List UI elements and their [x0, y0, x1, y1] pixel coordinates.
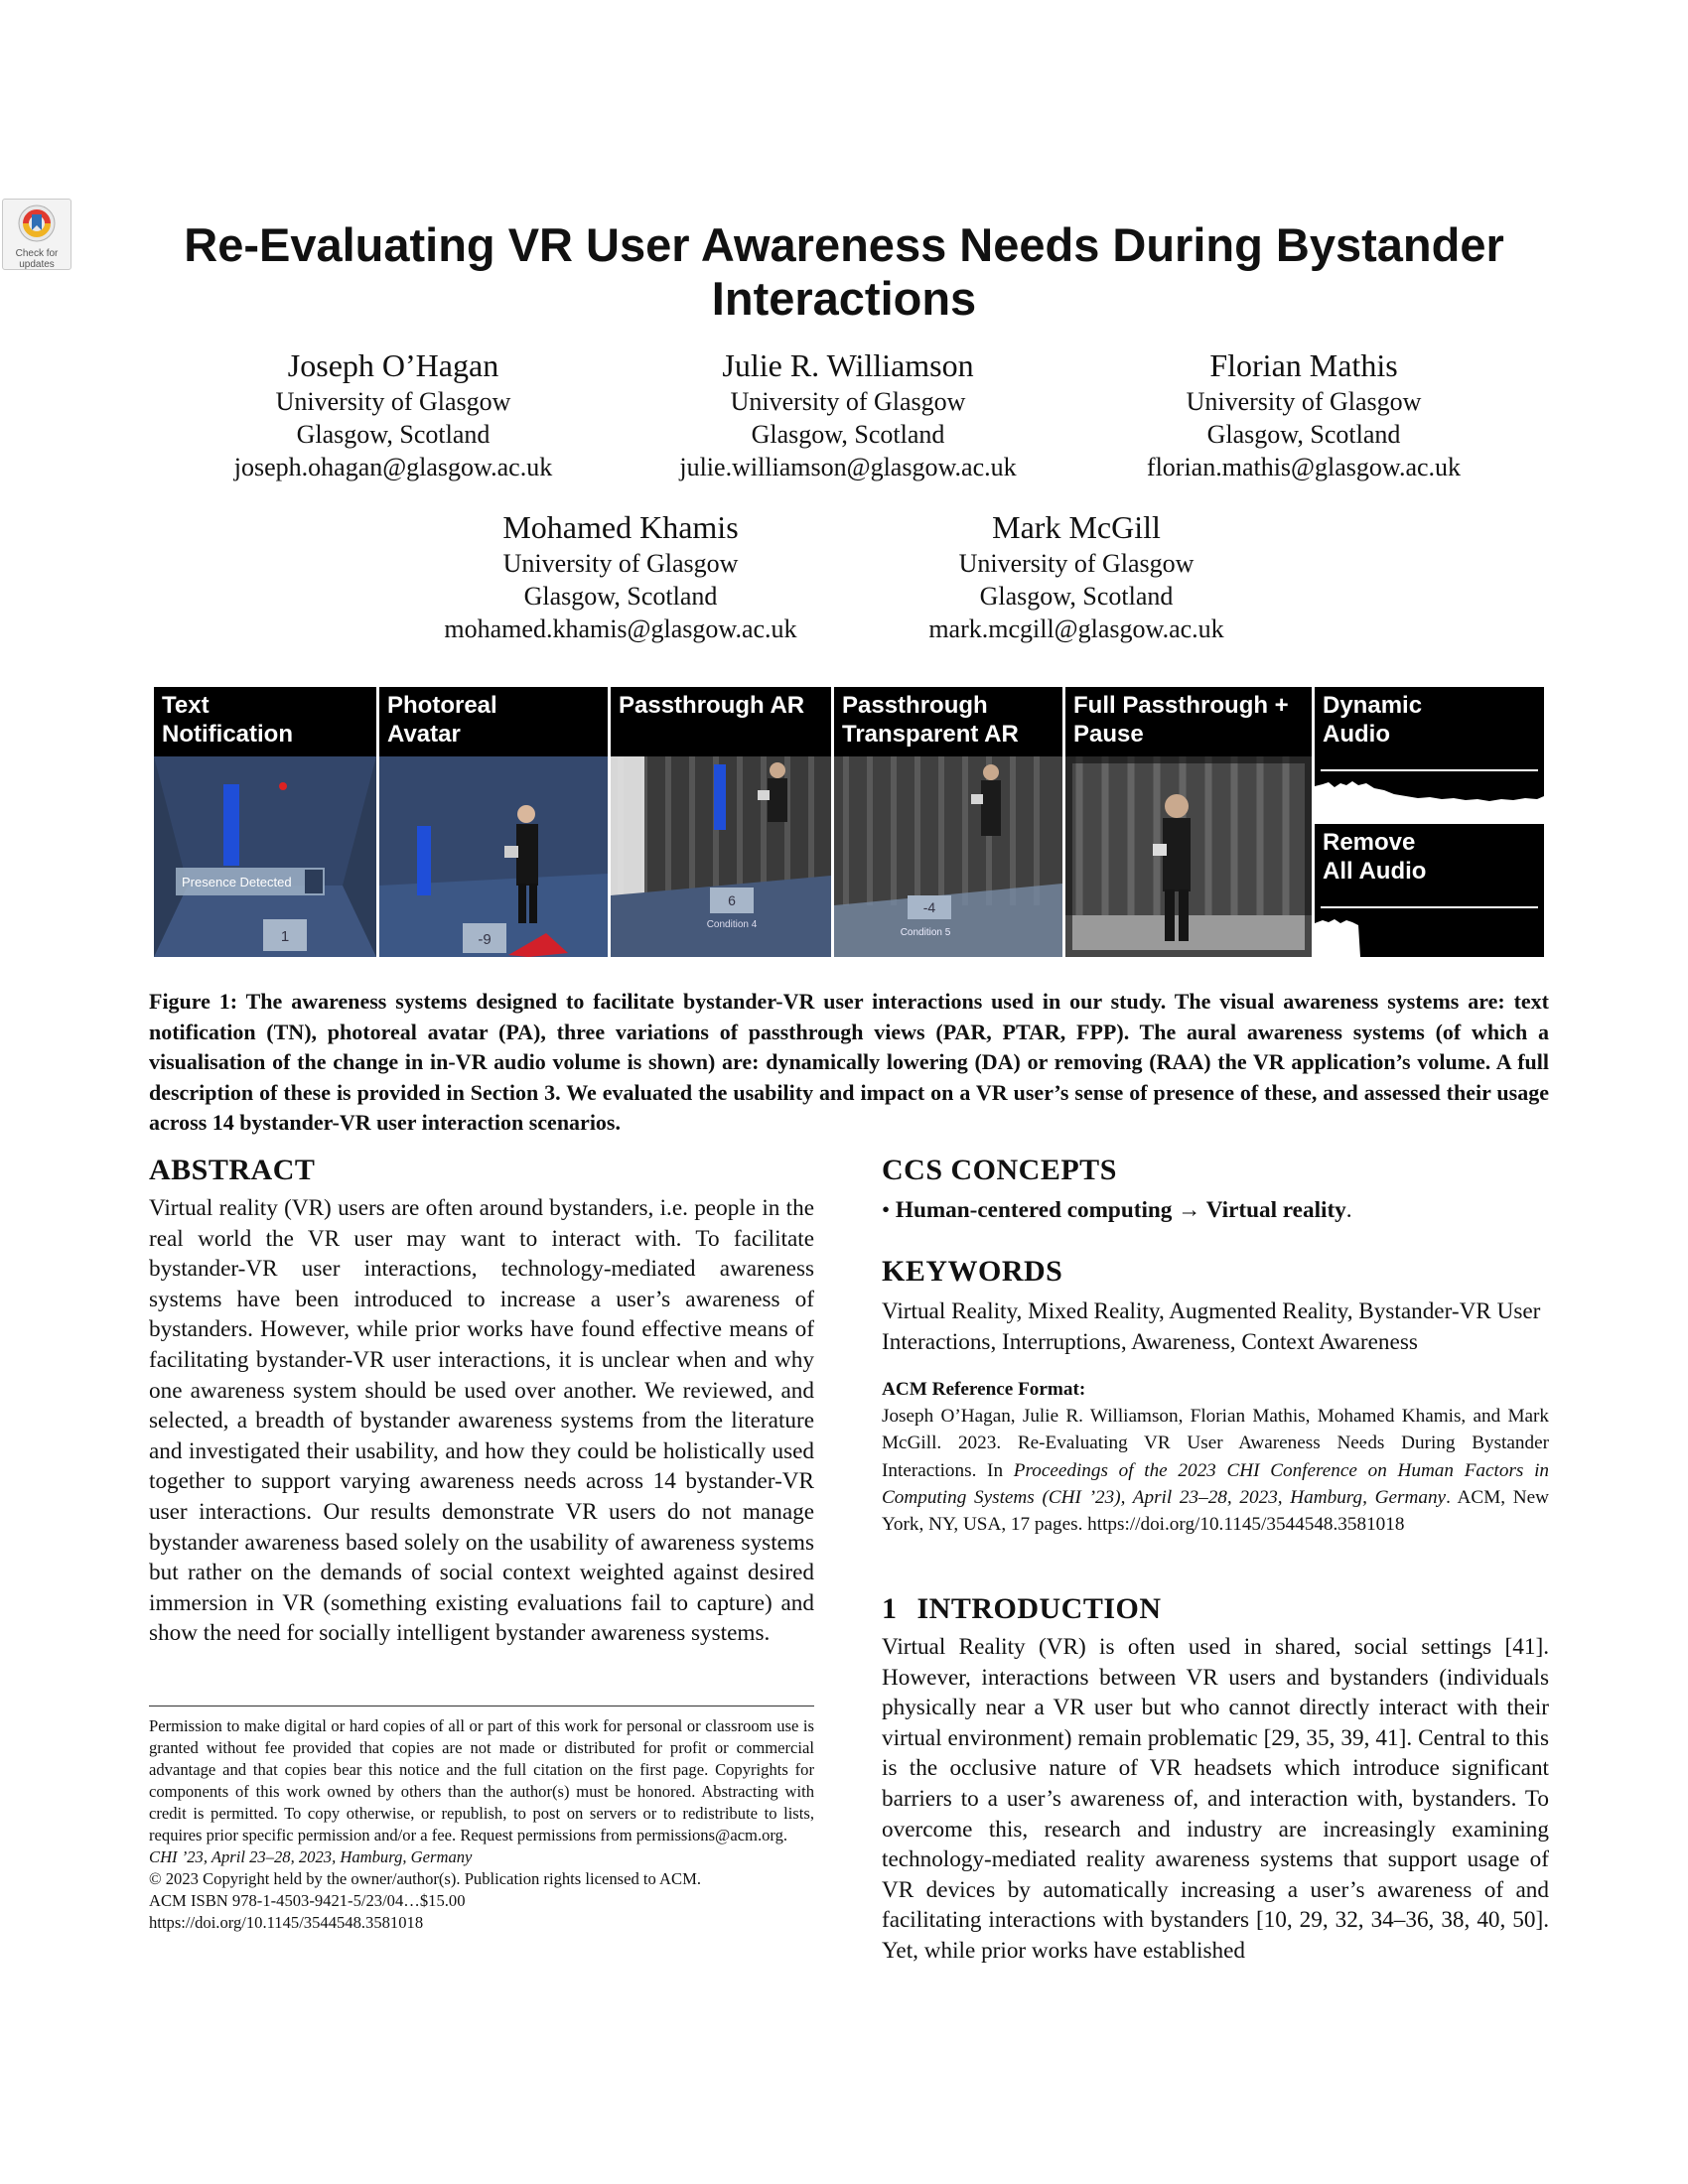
abstract-text: Virtual reality (VR) users are often around bystanders, i.e. people in the real world the VR user may want to interact with. To facilitate bystander-VR user interactions, technology-mediated awareness systems have been introduced to increase a user’s awareness of bystanders. However, while prior works have found effective means of facilitating bystander-VR user interactions, it is unclear when and why one awareness system should be used over another. We reviewed, and selected, a breadth of bystander awareness systems from the literature and investigated their usability, and how they could be holistically used together to support varying awareness needs across 14 bystander-VR user interactions. Our results demonstrate VR users do not manage bystander awareness based solely on the usability of awareness systems but rather on the demands of social context weighted against desired immersion in VR (something existing evaluations fail to capture) and show the need for socially intelligent bystander awareness systems.	[149, 1195, 814, 1647]
panel-label: Passthrough Transparent AR	[834, 687, 1062, 752]
figure-caption: Figure 1: The awareness systems designed to facilitate bystander-VR user interactions used in our study. The visual awareness systems are: text notification (TN), photoreal avatar (PA), three variations of passthrough views (PAR, PTAR, FPP). The aural awareness systems (of which a visualisation of the change in in-VR audio volume is shown) are: dynamically lowering (DA) or removing (RAA) the VR application’s volume. A full description of these is provided in Section 3. We evaluated the usability and impact on a VR user’s sense of presence of these, and assessed their usage across 14 bystander-VR user interaction scenarios.	[149, 989, 1549, 1135]
passthrough-ar-image	[611, 756, 831, 957]
acm-reference-label: ACM Reference Format:	[882, 1379, 1086, 1400]
permission-text: Permission to make digital or hard copies of all or part of this work for personal or classroom use is granted without fee provided that copies are not made or distributed for profit or commercial advantage and that copies bear this notice and the full citation on the first page. Copyrights for components of this work owned by others than the author(s) must be honored. Abstracting with credit is permitted. To copy otherwise, or republish, to post on servers or to redistribute to lists, requires prior specific permission and/or a fee. Request permissions from permissions@acm.org.	[149, 1716, 814, 1844]
condition-number: 1	[280, 928, 290, 945]
author-name: Mark McGill	[992, 509, 1161, 545]
condition-label: Condition 4	[706, 919, 758, 930]
copyright-text: © 2023 Copyright held by the owner/author(s). Publication rights licensed to ACM.	[149, 1869, 701, 1888]
reference-publisher[interactable]: . ACM, New York, NY, USA, 17 pages. https://doi.org/10.1145/3544548.3581018	[882, 1486, 1549, 1536]
author-location: Glasgow, Scotland	[1206, 420, 1401, 449]
author-affiliation: University of Glasgow	[502, 549, 739, 578]
figure-panel-audio	[1315, 687, 1544, 957]
panel-label: Remove All Audio	[1315, 824, 1544, 889]
author-block	[1085, 345, 1522, 483]
author-location: Glasgow, Scotland	[523, 582, 718, 611]
panel-label: Photoreal Avatar	[379, 687, 608, 752]
condition-number: -9	[478, 931, 492, 948]
introduction-heading	[882, 1591, 1162, 1627]
introduction-text: Virtual Reality (VR) is often used in shared, social settings [41]. However, interactions between VR users and bystanders (individuals physically near a VR user but who cannot directly interact with their virtual environment) remain problematic [29, 35, 39, 41]. Central to this is the occlusive nature of VR headsets which introduce significant barriers to a user’s awareness of, and interaction with, bystanders. To overcome this, research and industry are increasingly examining technology-mediated reality awareness systems that support usage of VR devices by automatically increasing a user’s awareness of and facilitating interactions with bystanders [10, 29, 32, 34–36, 38, 40, 50]. Yet, while prior works have established	[882, 1634, 1549, 1964]
figure-panel-passthrough-ar	[611, 687, 831, 957]
vr-avatar-image	[379, 756, 608, 957]
dynamic-audio-waveform	[1315, 687, 1544, 820]
teaser-figure	[154, 687, 1544, 957]
section-title: INTRODUCTION	[916, 1592, 1162, 1625]
author-affiliation: University of Glasgow	[275, 387, 511, 416]
bullet: •	[882, 1197, 891, 1223]
audio-remove-block	[1315, 824, 1544, 957]
author-location: Glasgow, Scotland	[296, 420, 491, 449]
author-email[interactable]: florian.mathis@glasgow.ac.uk	[1146, 453, 1462, 481]
panel-label: Full Passthrough + Pause	[1065, 687, 1312, 752]
ccs-period: .	[1345, 1197, 1352, 1223]
ccs-concept: Human-centered computing → Virtual reality	[895, 1197, 1346, 1223]
acm-reference-text	[882, 1403, 1549, 1538]
author-email[interactable]: mark.mcgill@glasgow.ac.uk	[928, 614, 1224, 643]
panel-label: Text Notification	[154, 687, 376, 752]
author-affiliation: University of Glasgow	[1186, 387, 1422, 416]
panel-label: Passthrough AR	[611, 687, 831, 752]
figure-panel-passthrough-transparent-ar	[834, 687, 1062, 957]
panel-label: Dynamic Audio	[1315, 687, 1544, 752]
doi-link[interactable]: https://doi.org/10.1145/3544548.3581018	[149, 1913, 424, 1932]
reference-authors: Joseph O’Hagan, Julie R. Williamson, Florian Mathis, Mohamed Khamis, and Mark McGill. 2023. Re-Evaluating VR User Awareness Needs During Bystander Interactions. In	[882, 1406, 1549, 1481]
figure-panel-text-notification	[154, 687, 376, 957]
section-number: 1	[882, 1592, 898, 1625]
author-name: Julie R. Williamson	[722, 347, 974, 383]
passthrough-transparent-ar-image	[834, 756, 1062, 957]
keywords-text: Virtual Reality, Mixed Reality, Augmented Reality, Bystander-VR User Interactions, Interruptions, Awareness, Context Awareness	[882, 1298, 1541, 1355]
author-location: Glasgow, Scotland	[751, 420, 945, 449]
figure-panel-photoreal-avatar	[379, 687, 608, 957]
author-email[interactable]: julie.williamson@glasgow.ac.uk	[679, 453, 1017, 481]
full-passthrough-image	[1065, 756, 1312, 957]
keywords-heading: KEYWORDS	[882, 1255, 1063, 1288]
figure-panel-full-passthrough-pause	[1065, 687, 1312, 957]
remove-audio-waveform	[1315, 824, 1544, 957]
badge-line-2: updates	[19, 259, 55, 270]
ccs-concept-line	[882, 1195, 1549, 1226]
author-name: Mohamed Khamis	[502, 509, 739, 545]
acm-reference	[882, 1376, 1549, 1538]
author-block	[858, 507, 1295, 645]
presence-detected-text: Presence Detected	[182, 875, 292, 889]
condition-number: -4	[922, 899, 936, 915]
author-block	[402, 507, 839, 645]
audio-dynamic-block	[1315, 687, 1544, 820]
ccs-heading: CCS CONCEPTS	[882, 1154, 1117, 1186]
reference-proceedings: Proceedings of the 2023 CHI Conference on Human Factors in Computing Systems (CHI ’23), April 23–28, 2023, Hamburg, Germany	[882, 1459, 1549, 1508]
permission-footnote	[149, 1715, 814, 1934]
vr-room-image	[154, 756, 376, 957]
author-affiliation: University of Glasgow	[730, 387, 966, 416]
author-name: Joseph O’Hagan	[287, 347, 499, 383]
paper-title: Re-Evaluating VR User Awareness Needs During Bystander Interactions	[184, 218, 1504, 325]
check-for-updates-badge[interactable]	[2, 199, 71, 270]
author-email[interactable]: joseph.ohagan@glasgow.ac.uk	[233, 453, 553, 481]
author-affiliation: University of Glasgow	[958, 549, 1195, 578]
condition-number: 6	[728, 892, 736, 908]
condition-label: Condition 5	[900, 927, 951, 938]
venue-text: CHI ’23, April 23–28, 2023, Hamburg, Germany	[149, 1847, 473, 1866]
author-block	[175, 345, 612, 483]
isbn-text: ACM ISBN 978-1-4503-9421-5/23/04…$15.00	[149, 1891, 466, 1910]
crossmark-icon	[17, 204, 57, 243]
badge-line-1: Check for	[15, 248, 59, 259]
author-name: Florian Mathis	[1209, 347, 1398, 383]
abstract-heading: ABSTRACT	[149, 1154, 316, 1186]
author-block	[630, 345, 1066, 483]
author-location: Glasgow, Scotland	[979, 582, 1174, 611]
author-email[interactable]: mohamed.khamis@glasgow.ac.uk	[444, 614, 797, 643]
